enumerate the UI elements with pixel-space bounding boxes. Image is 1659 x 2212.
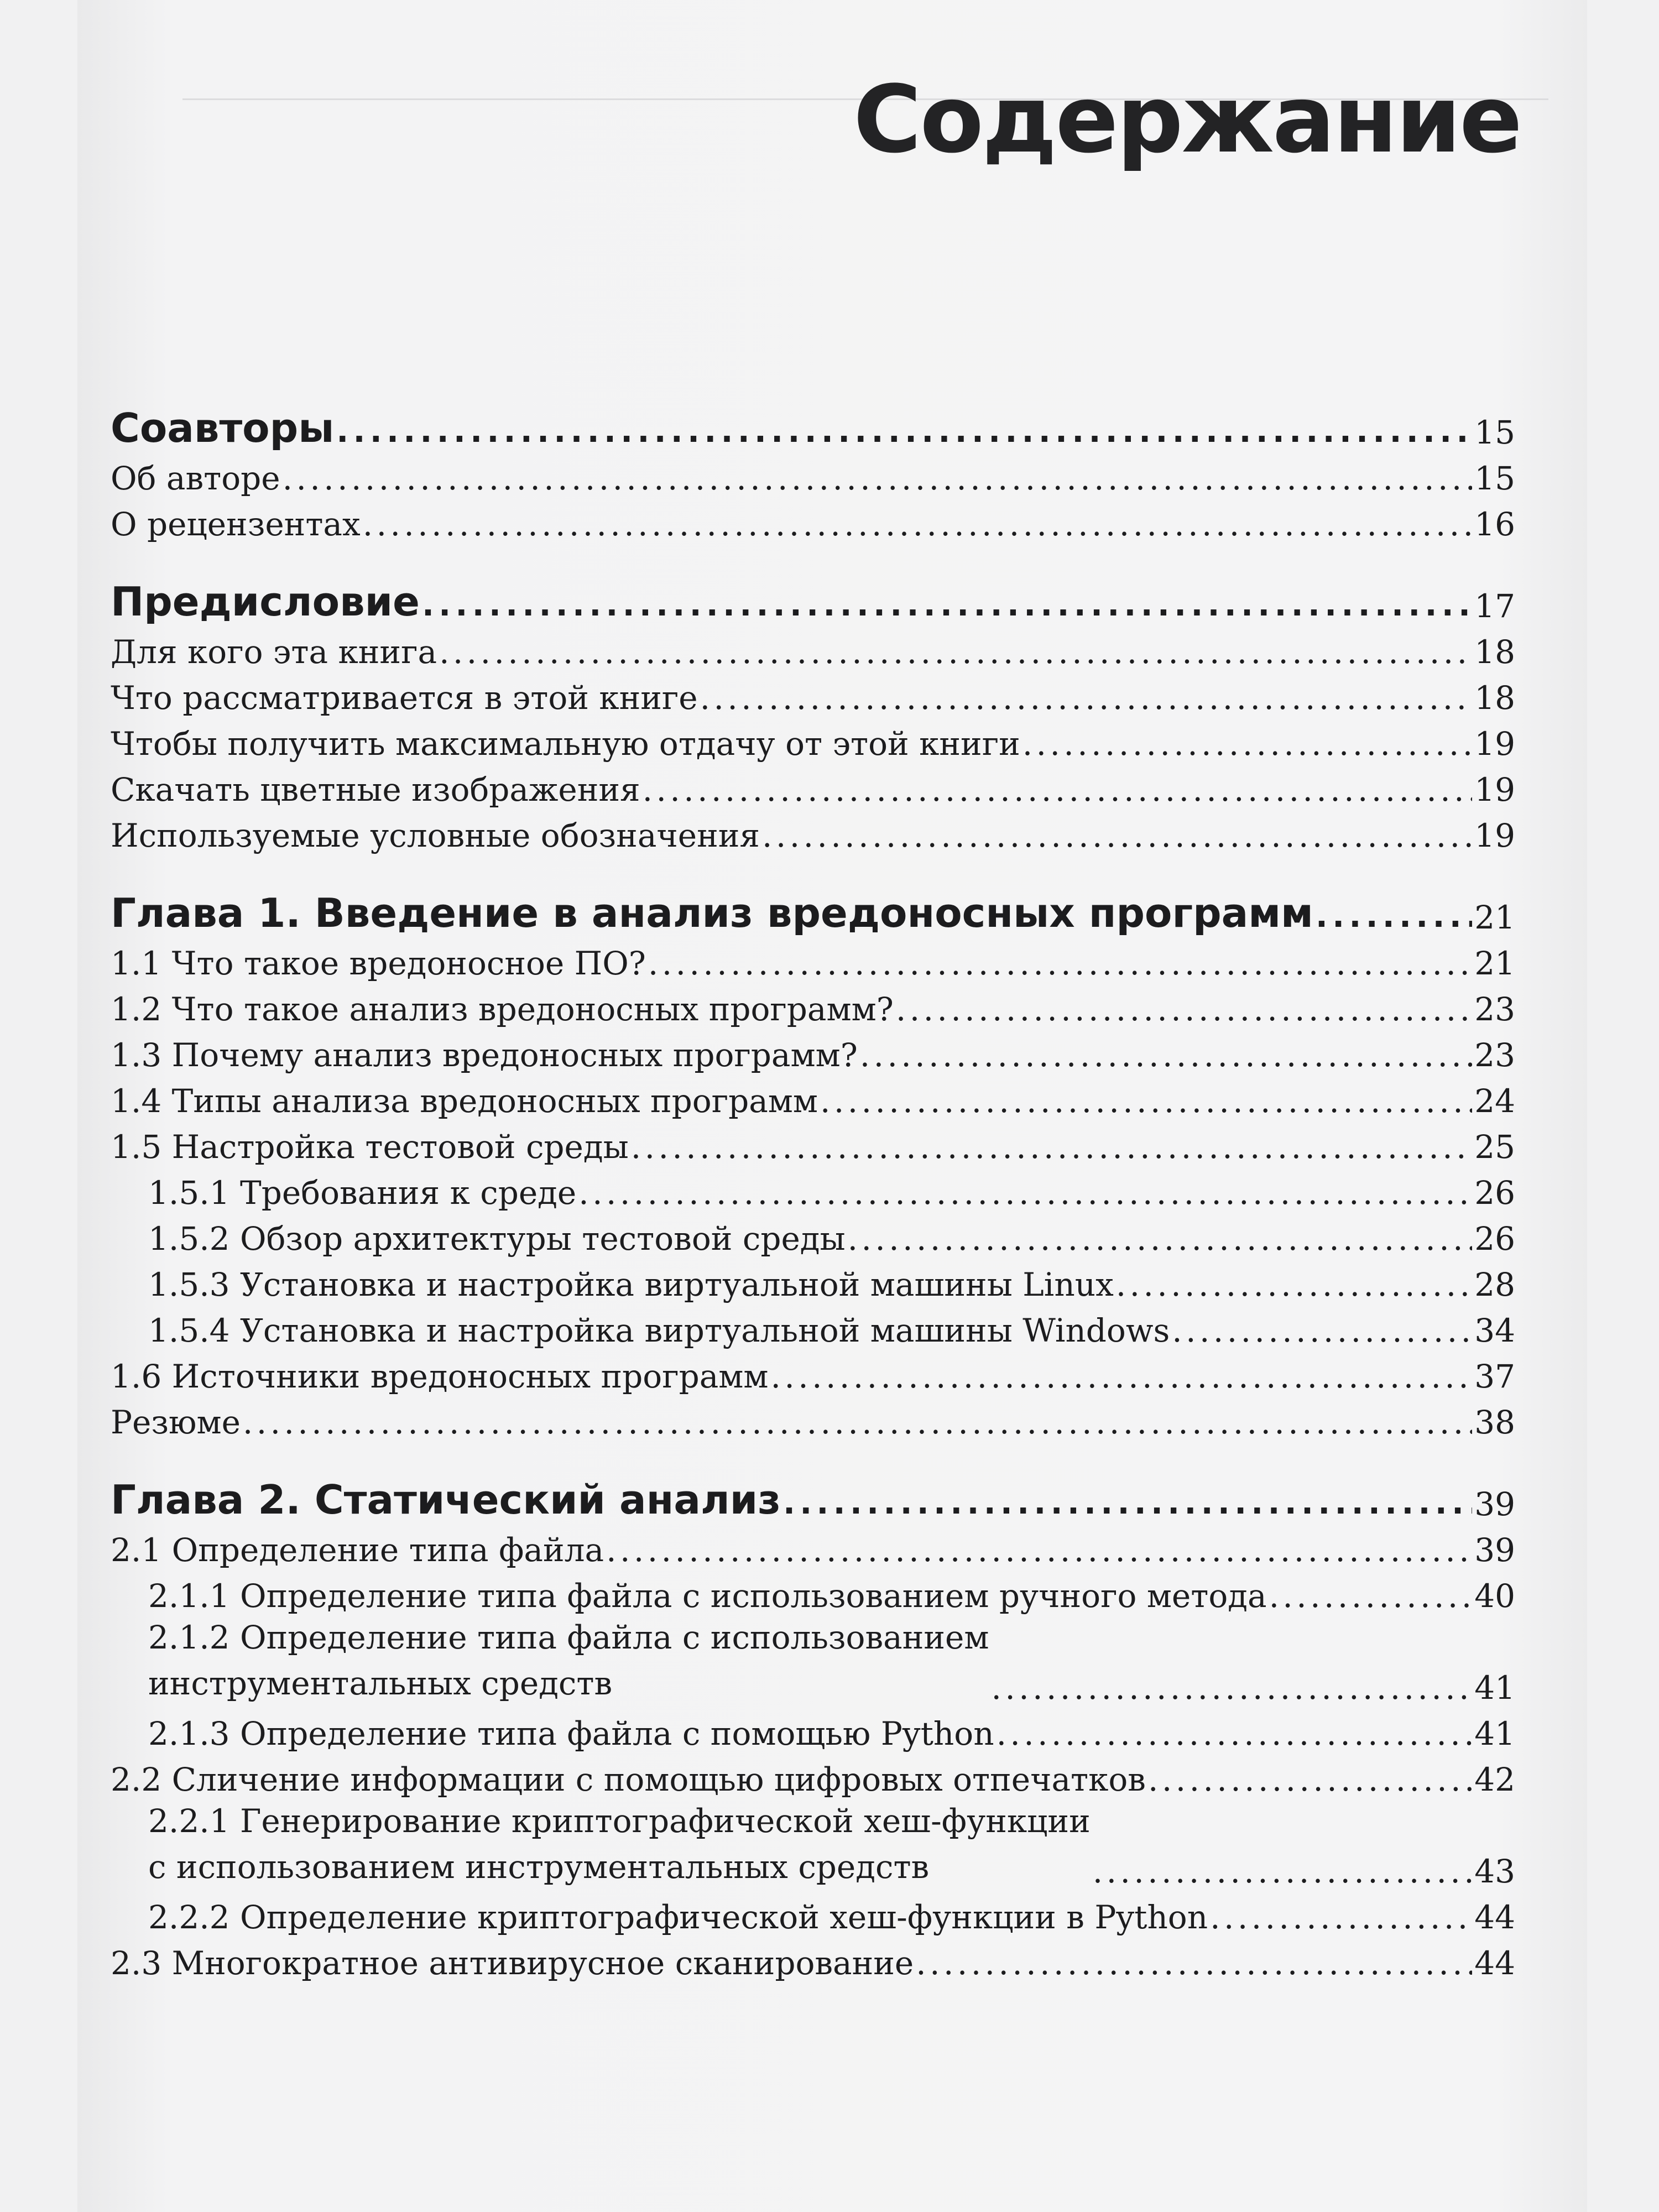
- toc-entry-title: [111, 1477, 781, 1523]
- toc-page-number: 23: [1474, 990, 1515, 1028]
- toc-page-number: 21: [1474, 945, 1515, 982]
- toc-entry: [111, 1936, 1515, 1982]
- toc-entry: [111, 1120, 1515, 1166]
- toc-entry: [111, 1890, 1515, 1936]
- toc-entry-title: [111, 1220, 846, 1258]
- toc-entry-title-line: 1.6 Источники вредоносных программ: [111, 1358, 769, 1395]
- toc-page-number: 26: [1474, 1174, 1515, 1212]
- dot-leader: [700, 679, 1473, 717]
- book-page: [77, 0, 1587, 2212]
- toc-page-number: 17: [1474, 587, 1515, 625]
- dot-leader: [1022, 725, 1472, 763]
- toc-page-number: 41: [1474, 1715, 1515, 1752]
- toc-entry-title: [111, 505, 361, 543]
- dot-leader: [848, 1220, 1473, 1258]
- toc-entry-title-line: Скачать цветные изображения: [111, 771, 640, 808]
- dot-leader: [422, 578, 1472, 625]
- dot-leader: [997, 1715, 1473, 1752]
- dot-leader: [1116, 1266, 1472, 1303]
- toc-page-number: 42: [1474, 1761, 1515, 1798]
- toc-entry-title: [111, 578, 420, 625]
- toc-entry-title-line: 2.1.3 Определение типа файла с помощью Python: [148, 1715, 994, 1752]
- dot-leader: [1269, 1577, 1473, 1615]
- toc-entry-title-line: 1.5.1 Требования к среде: [148, 1174, 577, 1212]
- toc-entry: [111, 1303, 1515, 1349]
- toc-page-number: 44: [1474, 1898, 1515, 1936]
- toc-entry: [111, 497, 1515, 543]
- toc-entry-title-line: 1.5 Настройка тестовой среды: [111, 1128, 629, 1166]
- toc-entry-title-line: 2.1.2 Определение типа файла с использованием: [148, 1619, 989, 1656]
- toc-page-number: 41: [1474, 1669, 1515, 1707]
- toc-entry-title: [111, 990, 894, 1028]
- toc-entry: [111, 451, 1515, 497]
- toc-page-number: 18: [1474, 679, 1515, 717]
- toc-entry-title-line: 1.3 Почему анализ вредоносных программ?: [111, 1036, 858, 1074]
- toc-entry-title-line: Соавторы: [111, 405, 335, 451]
- toc-entry-title: [111, 1615, 989, 1707]
- toc-entry-title-line: 1.5.2 Обзор архитектуры тестовой среды: [148, 1220, 846, 1258]
- toc-page-number: 19: [1474, 771, 1515, 808]
- toc-entry-title: [111, 945, 646, 982]
- toc-entry-title-line: 2.1 Определение типа файла: [111, 1531, 604, 1569]
- toc-page-number: 26: [1474, 1220, 1515, 1258]
- toc-entry-title-line: 2.2.1 Генерирование криптографической хеш-функции: [148, 1802, 1091, 1840]
- toc-entry-title-line: 1.4 Типы анализа вредоносных программ: [111, 1082, 818, 1120]
- toc-chapter-entry: [111, 1470, 1515, 1523]
- toc-entry-title: [111, 1944, 914, 1982]
- toc-chapter-entry: [111, 883, 1515, 936]
- toc-entry-title-line: Об авторе: [111, 460, 280, 497]
- toc-entry: [111, 1569, 1515, 1615]
- toc-page-number: 15: [1474, 414, 1515, 451]
- dot-leader: [860, 1036, 1472, 1074]
- toc-page-number: 23: [1474, 1036, 1515, 1074]
- toc-page-number: 34: [1474, 1312, 1515, 1349]
- toc-entry-title: [111, 405, 334, 451]
- toc-entry-title: [111, 1358, 769, 1395]
- dot-leader: [1210, 1898, 1472, 1936]
- dot-leader: [1093, 1853, 1472, 1890]
- dot-leader: [336, 405, 1472, 451]
- dot-leader: [631, 1128, 1472, 1166]
- toc-page-number: 37: [1474, 1358, 1515, 1395]
- dot-leader: [762, 817, 1472, 854]
- toc-page-number: 38: [1474, 1404, 1515, 1441]
- dot-leader: [896, 990, 1472, 1028]
- toc-page-number: 24: [1474, 1082, 1515, 1120]
- toc-entry-title: [111, 771, 640, 808]
- toc-page-number: 18: [1474, 633, 1515, 671]
- toc-entry: [111, 1074, 1515, 1120]
- toc-entry-title: [111, 1082, 818, 1120]
- toc-chapter-entry: [111, 572, 1515, 625]
- toc-entry-title-line: 1.2 Что такое анализ вредоносных программ?: [111, 990, 894, 1028]
- toc-page-number: 21: [1474, 899, 1515, 936]
- table-of-contents: [111, 398, 1515, 1982]
- toc-entry-title-line: Глава 2. Статический анализ: [111, 1477, 781, 1523]
- toc-entry-title-line: 1.5.3 Установка и настройка виртуальной машины Linux: [148, 1266, 1114, 1303]
- toc-entry: [111, 671, 1515, 717]
- toc-entry-title-line: 1.1 Что такое вредоносное ПО?: [111, 945, 646, 982]
- toc-page-number: 19: [1474, 725, 1515, 763]
- toc-entry-title-line: Используемые условные обозначения: [111, 817, 760, 854]
- toc-entry-title-line: Предисловие: [111, 578, 420, 625]
- toc-entry-title: [111, 633, 437, 671]
- toc-page-number: 28: [1474, 1266, 1515, 1303]
- toc-entry: [111, 1523, 1515, 1569]
- toc-entry: [111, 1395, 1515, 1441]
- dot-leader: [991, 1669, 1472, 1707]
- toc-entry-title: [111, 817, 760, 854]
- dot-leader: [1316, 890, 1472, 936]
- toc-entry-title: [111, 1898, 1208, 1936]
- toc-entry-title: [111, 890, 1313, 936]
- toc-entry-title: [111, 1312, 1170, 1349]
- toc-entry: [111, 936, 1515, 982]
- dot-leader: [363, 505, 1472, 543]
- toc-entry-title: [111, 1761, 1146, 1798]
- toc-entry-title: [111, 1798, 1091, 1890]
- dot-leader: [578, 1174, 1472, 1212]
- toc-entry-title: [111, 1404, 241, 1441]
- toc-entry-title-line: О рецензентах: [111, 505, 361, 543]
- toc-entry-title: [111, 725, 1020, 763]
- toc-entry: [111, 1615, 1515, 1707]
- toc-entry-title: [111, 1128, 629, 1166]
- toc-page-number: 44: [1474, 1944, 1515, 1982]
- toc-chapter-entry: [111, 398, 1515, 451]
- page-title: Содержание: [853, 65, 1521, 174]
- toc-page-number: 43: [1474, 1853, 1515, 1890]
- toc-entry: [111, 1752, 1515, 1798]
- dot-leader: [606, 1531, 1472, 1569]
- toc-entry-title: [111, 1036, 858, 1074]
- toc-entry-title-line: Что рассматривается в этой книге: [111, 679, 698, 717]
- toc-entry: [111, 1212, 1515, 1258]
- toc-entry-title-line: Глава 1. Введение в анализ вредоносных программ: [111, 890, 1313, 936]
- toc-entry-title-line: инструментальных средств: [148, 1665, 613, 1702]
- dot-leader: [820, 1082, 1472, 1120]
- dot-leader: [1148, 1761, 1472, 1798]
- toc-entry-title-line: Чтобы получить максимальную отдачу от этой книги: [111, 725, 1020, 763]
- toc-entry: [111, 1166, 1515, 1212]
- dot-leader: [283, 460, 1473, 497]
- toc-entry-title-line: Резюме: [111, 1404, 241, 1441]
- dot-leader: [643, 771, 1473, 808]
- toc-entry-title: [111, 1531, 604, 1569]
- toc-entry: [111, 1028, 1515, 1074]
- dot-leader: [648, 945, 1472, 982]
- toc-page-number: 19: [1474, 817, 1515, 854]
- dot-leader: [439, 633, 1472, 671]
- toc-page-number: 16: [1474, 505, 1515, 543]
- toc-entry: [111, 982, 1515, 1028]
- toc-entry-title: [111, 460, 280, 497]
- toc-entry-title-line: 2.2.2 Определение криптографической хеш-функции в Python: [148, 1898, 1208, 1936]
- toc-entry: [111, 1798, 1515, 1890]
- toc-entry: [111, 763, 1515, 808]
- toc-entry: [111, 808, 1515, 854]
- toc-page-number: 25: [1474, 1128, 1515, 1166]
- dot-leader: [916, 1944, 1472, 1982]
- toc-entry: [111, 625, 1515, 671]
- toc-entry-title-line: Для кого эта книга: [111, 633, 437, 671]
- toc-entry-title-line: 2.2 Сличение информации с помощью цифровых отпечатков: [111, 1761, 1146, 1798]
- toc-entry-title: [111, 1715, 994, 1752]
- toc-entry-title-line: 1.5.4 Установка и настройка виртуальной машины Windows: [148, 1312, 1170, 1349]
- dot-leader: [243, 1404, 1472, 1441]
- dot-leader: [771, 1358, 1473, 1395]
- toc-entry-title: [111, 1266, 1114, 1303]
- toc-page-number: 15: [1474, 460, 1515, 497]
- toc-entry-title-line: 2.3 Многократное антивирусное сканирование: [111, 1944, 914, 1982]
- toc-entry: [111, 1258, 1515, 1303]
- toc-page-number: 40: [1474, 1577, 1515, 1615]
- dot-leader: [1172, 1312, 1472, 1349]
- toc-entry-title: [111, 1174, 576, 1212]
- toc-entry-title: [111, 1577, 1267, 1615]
- toc-entry-title-line: с использованием инструментальных средств: [148, 1848, 930, 1886]
- toc-page-number: 39: [1474, 1531, 1515, 1569]
- toc-entry: [111, 1349, 1515, 1395]
- toc-entry-title-line: 2.1.1 Определение типа файла с использованием ручного метода: [148, 1577, 1267, 1615]
- toc-entry: [111, 1707, 1515, 1752]
- toc-page-number: 39: [1474, 1485, 1515, 1523]
- toc-entry: [111, 717, 1515, 763]
- dot-leader: [783, 1477, 1472, 1523]
- toc-entry-title: [111, 679, 698, 717]
